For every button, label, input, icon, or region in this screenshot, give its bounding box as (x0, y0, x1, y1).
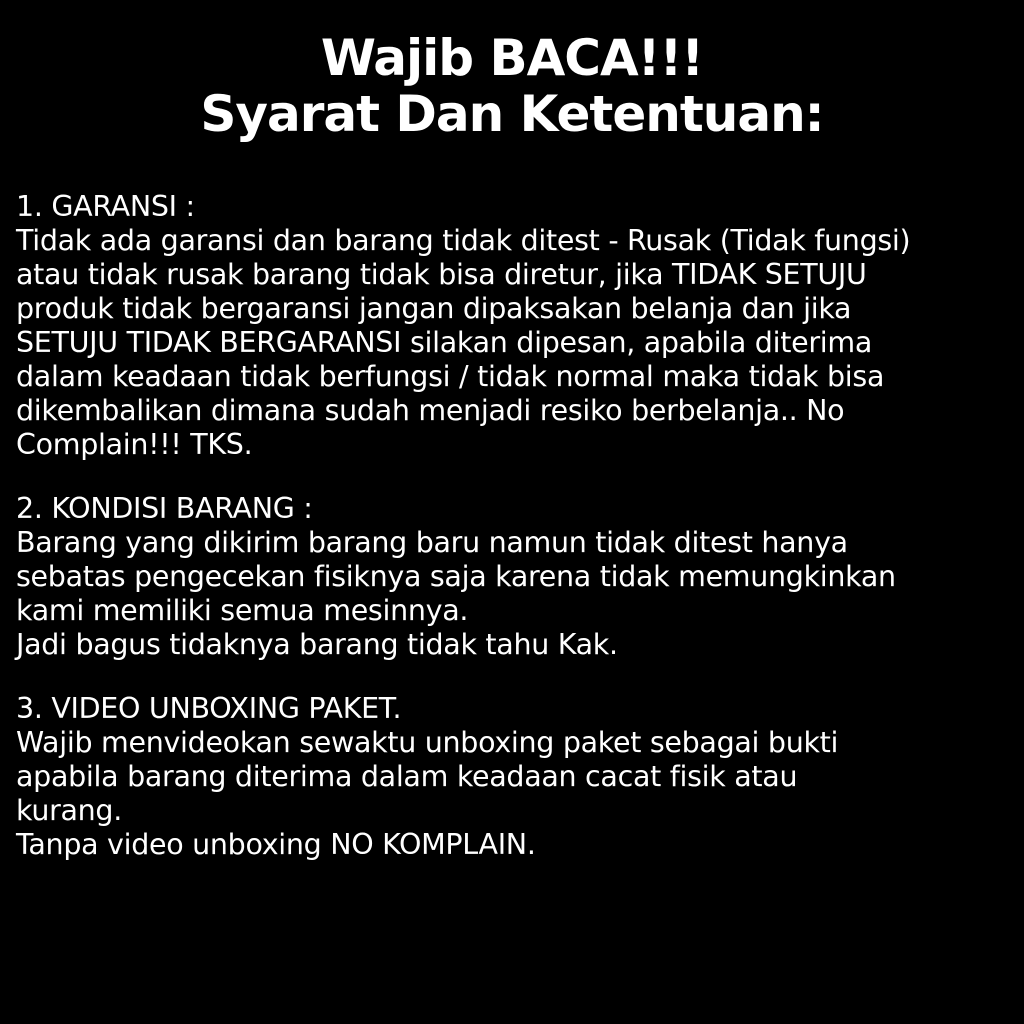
section-garansi (16, 190, 1016, 462)
section-text-line: kurang. (16, 794, 122, 827)
section-text-line: produk tidak bergaransi jangan dipaksakan belanja dan jika (16, 292, 852, 325)
section-text-line: Jadi bagus tidaknya barang tidak tahu Kak. (16, 628, 618, 661)
section-text-line: atau tidak rusak barang tidak bisa diretur, jika TIDAK SETUJU (16, 258, 867, 291)
section-text-line: apabila barang diterima dalam keadaan cacat fisik atau (16, 760, 798, 793)
section-heading: 3. VIDEO UNBOXING PAKET. (16, 692, 402, 725)
section-text-line: Tidak ada garansi dan barang tidak ditest - Rusak (Tidak fungsi) (16, 224, 911, 257)
title-block (0, 30, 1024, 142)
section-text-line: sebatas pengecekan fisiknya saja karena tidak memungkinkan (16, 560, 896, 593)
section-kondisi-barang (16, 492, 1016, 662)
section-video-unboxing (16, 692, 1016, 862)
section-text-line: Complain!!! TKS. (16, 428, 253, 461)
terms-sections (16, 190, 1016, 892)
section-heading: 2. KONDISI BARANG : (16, 492, 313, 525)
section-text-line: Barang yang dikirim barang baru namun tidak ditest hanya (16, 526, 848, 559)
page-subtitle: Syarat Dan Ketentuan: (200, 85, 824, 143)
section-text-line: kami memiliki semua mesinnya. (16, 594, 469, 627)
section-heading: 1. GARANSI : (16, 190, 195, 223)
section-text-line: dikembalikan dimana sudah menjadi resiko berbelanja.. No (16, 394, 845, 427)
section-text-line: Wajib menvideokan sewaktu unboxing paket sebagai bukti (16, 726, 839, 759)
section-text-line: dalam keadaan tidak berfungsi / tidak normal maka tidak bisa (16, 360, 885, 393)
page-title: Wajib BACA!!! (320, 29, 704, 87)
section-text-line: SETUJU TIDAK BERGARANSI silakan dipesan, apabila diterima (16, 326, 872, 359)
section-text-line: Tanpa video unboxing NO KOMPLAIN. (16, 828, 536, 861)
